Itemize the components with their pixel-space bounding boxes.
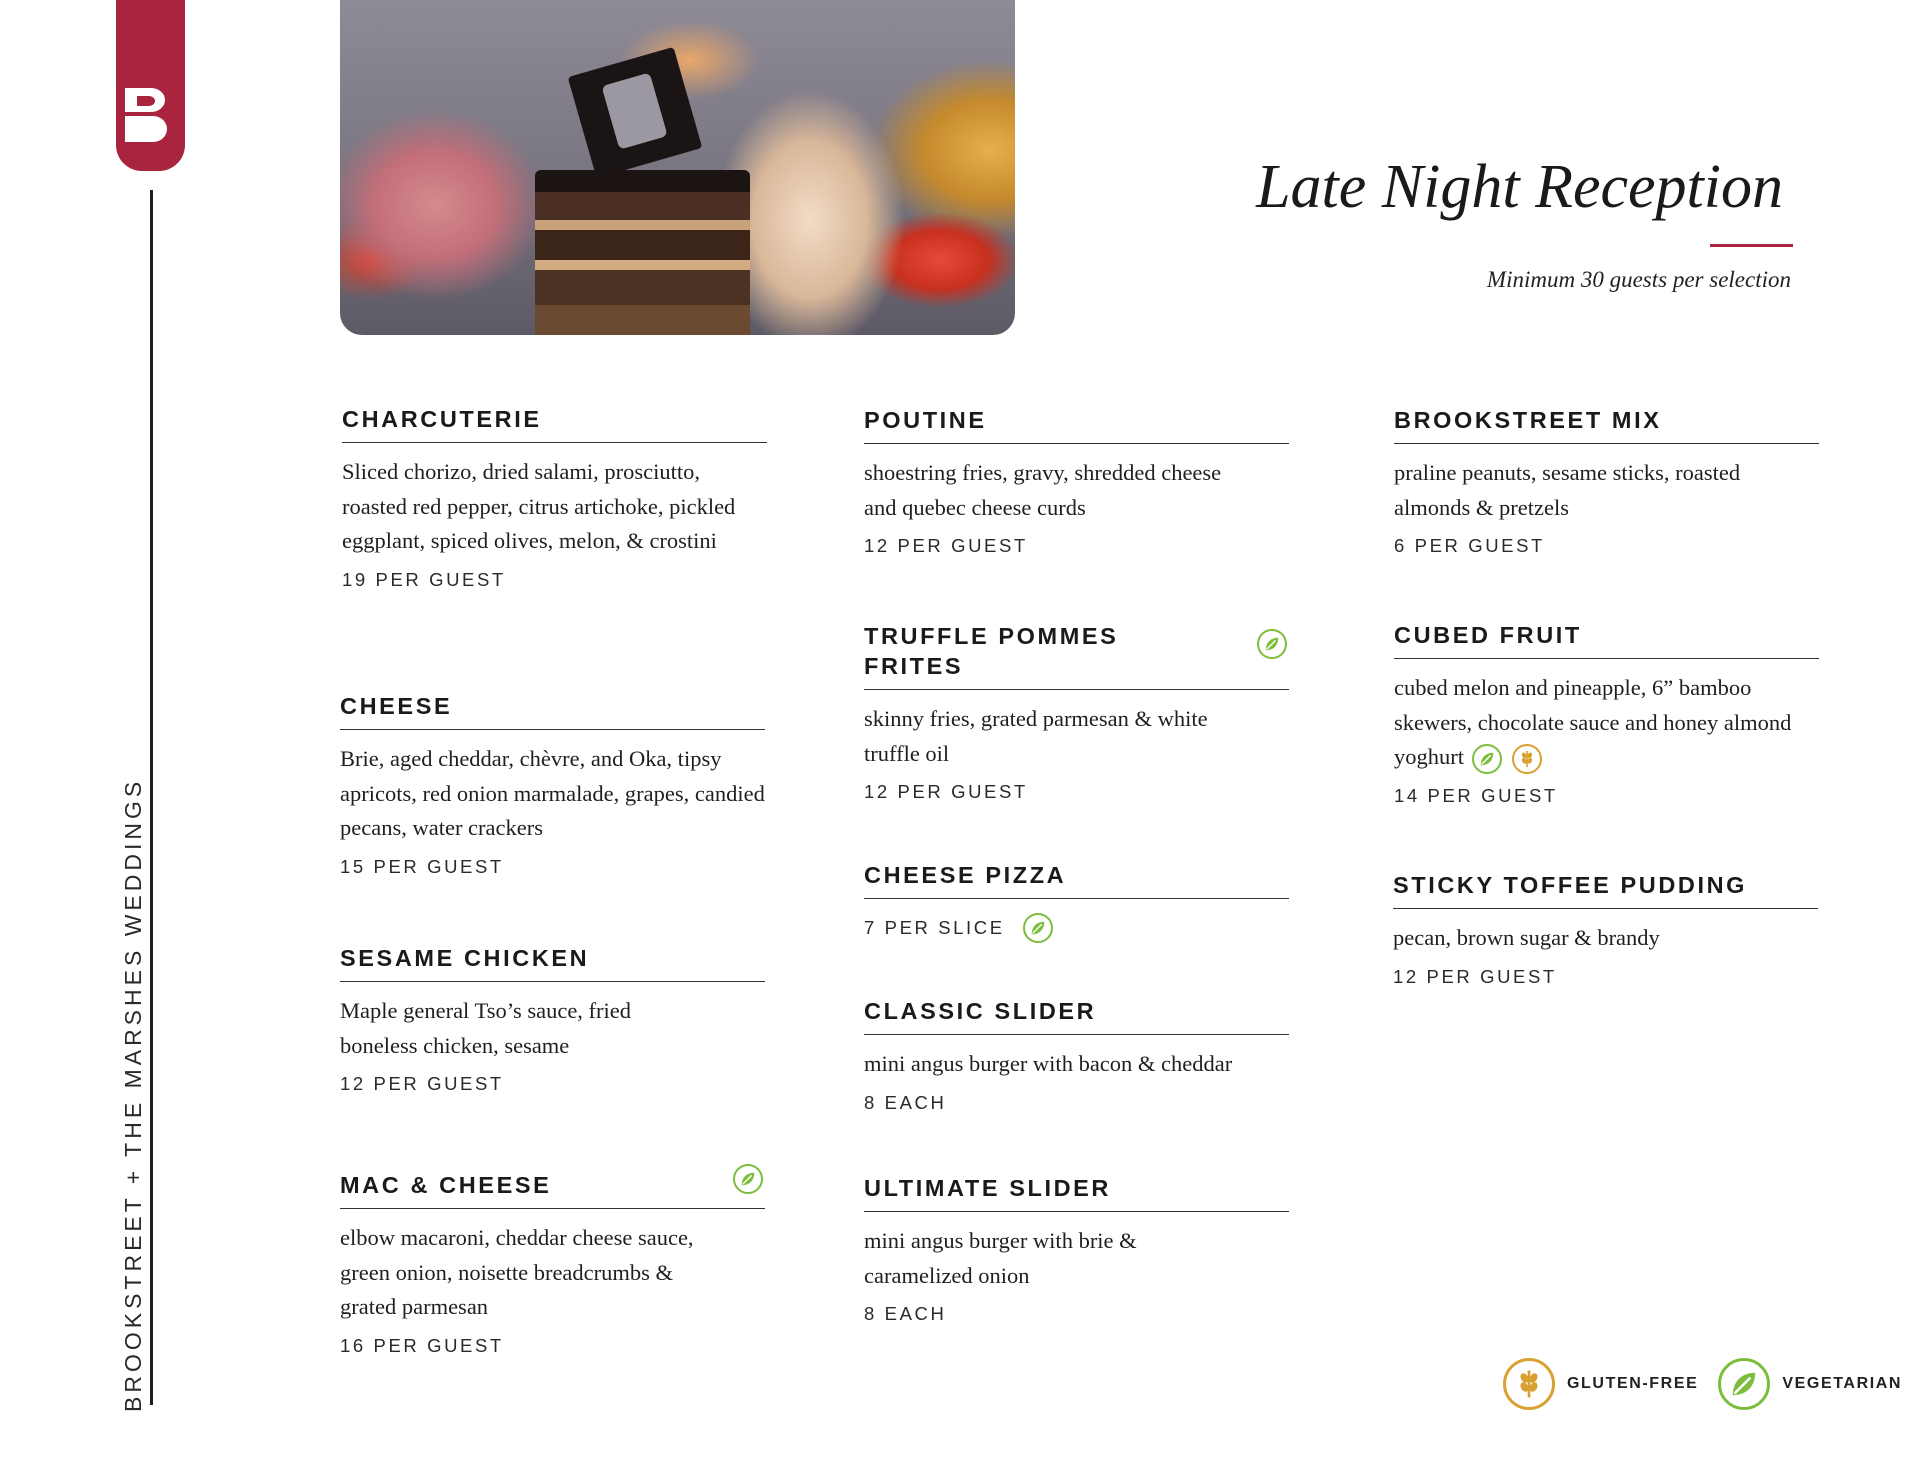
vegetarian-leaf-icon xyxy=(733,1164,763,1194)
item-description: Sliced chorizo, dried salami, prosciutto, roasted red pepper, citrus artichoke, pickled eggplant, spiced olives, melon, & crostini xyxy=(342,459,736,553)
page-title: Late Night Reception xyxy=(1256,153,1783,221)
dietary-legend xyxy=(1503,1358,1902,1410)
item-description: praline peanuts, sesame sticks, roasted almonds & pretzels xyxy=(1394,460,1741,520)
item-title: CHEESE PIZZA xyxy=(864,862,1067,888)
menu-item-brookstreet-mix xyxy=(1394,405,1819,557)
chocolate-logo-square xyxy=(568,47,703,178)
brand-vertical-text: BROOKSTREET + THE MARSHES WEDDINGS xyxy=(120,777,146,1412)
gluten-free-wheat-icon xyxy=(1512,744,1542,774)
item-price: 12 PER GUEST xyxy=(864,781,1028,802)
item-title: POUTINE xyxy=(864,407,987,433)
menu-item-cubed-fruit xyxy=(1394,620,1819,807)
item-description: Brie, aged cheddar, chèvre, and Oka, tipsy apricots, red onion marmalade, grapes, candied pecans, water crackers xyxy=(340,746,765,840)
item-title: BROOKSTREET MIX xyxy=(1394,407,1662,433)
menu-item-poutine xyxy=(864,405,1289,557)
legend-vegetarian-label: VEGETARIAN xyxy=(1782,1375,1903,1392)
item-price: 15 PER GUEST xyxy=(340,855,504,877)
vegetarian-leaf-icon xyxy=(1718,1358,1770,1410)
vertical-divider xyxy=(150,190,153,1405)
page-subtitle: Minimum 30 guests per selection xyxy=(1486,267,1791,292)
item-title: SESAME CHICKEN xyxy=(340,945,590,971)
item-price: 19 PER GUEST xyxy=(342,568,506,590)
menu-item-ultimate-slider xyxy=(864,1173,1289,1325)
item-description: cubed melon and pineapple, 6” bamboo skewers, chocolate sauce and honey almond yoghurt xyxy=(1394,671,1834,775)
hero-dessert-image xyxy=(340,0,1015,335)
item-price: 14 PER GUEST xyxy=(1394,784,1558,806)
item-description: Maple general Tso’s sauce, fried boneless chicken, sesame xyxy=(340,998,632,1058)
menu-item-cheese-pizza xyxy=(864,860,1289,943)
brand-logo-tab xyxy=(116,0,185,171)
vegetarian-leaf-icon xyxy=(1257,629,1287,659)
item-description: pecan, brown sugar & brandy xyxy=(1393,925,1660,950)
menu-item-classic-slider xyxy=(864,996,1289,1114)
menu-item-mac-and-cheese xyxy=(340,1170,765,1357)
item-title: TRUFFLE POMMES FRITES xyxy=(864,623,1119,679)
menu-item-truffle-pommes-frites xyxy=(864,621,1289,803)
item-price: 12 PER GUEST xyxy=(340,1073,504,1094)
title-underline xyxy=(1710,244,1793,247)
brand-logo-icon xyxy=(123,88,177,142)
item-title: CHEESE xyxy=(340,693,453,719)
item-description: mini angus burger with bacon & cheddar xyxy=(864,1051,1233,1076)
item-title: ULTIMATE SLIDER xyxy=(864,1175,1112,1201)
item-price: 12 PER GUEST xyxy=(1393,965,1557,987)
item-price: 8 EACH xyxy=(864,1091,947,1113)
item-price: 16 PER GUEST xyxy=(340,1334,504,1356)
item-description: skinny fries, grated parmesan & white truffle oil xyxy=(864,706,1208,766)
item-price: 12 PER GUEST xyxy=(864,535,1028,556)
item-title: CLASSIC SLIDER xyxy=(864,998,1097,1024)
item-title: MAC & CHEESE xyxy=(340,1172,552,1198)
item-description: elbow macaroni, cheddar cheese sauce, green onion, noisette breadcrumbs & grated parmesan xyxy=(340,1225,694,1319)
legend-gluten-free-label: GLUTEN-FREE xyxy=(1567,1375,1699,1392)
item-title: STICKY TOFFEE PUDDING xyxy=(1393,872,1748,898)
item-title: CHARCUTERIE xyxy=(342,406,542,432)
vegetarian-leaf-icon xyxy=(1472,744,1502,774)
item-price: 8 EACH xyxy=(864,1303,947,1324)
vegetarian-leaf-icon xyxy=(1023,913,1053,943)
item-price: 6 PER GUEST xyxy=(1394,535,1545,556)
menu-item-sesame-chicken xyxy=(340,943,765,1095)
item-description: shoestring fries, gravy, shredded cheese and quebec cheese curds xyxy=(864,460,1222,520)
menu-item-cheese xyxy=(340,691,765,878)
cake-slice-illustration xyxy=(535,170,750,335)
item-description: mini angus burger with brie & caramelized onion xyxy=(864,1228,1137,1288)
item-title: CUBED FRUIT xyxy=(1394,622,1582,648)
gluten-free-wheat-icon xyxy=(1503,1358,1555,1410)
menu-item-sticky-toffee-pudding xyxy=(1393,870,1818,988)
menu-item-charcuterie xyxy=(342,404,767,591)
item-price: 7 PER SLICE xyxy=(864,913,1289,943)
